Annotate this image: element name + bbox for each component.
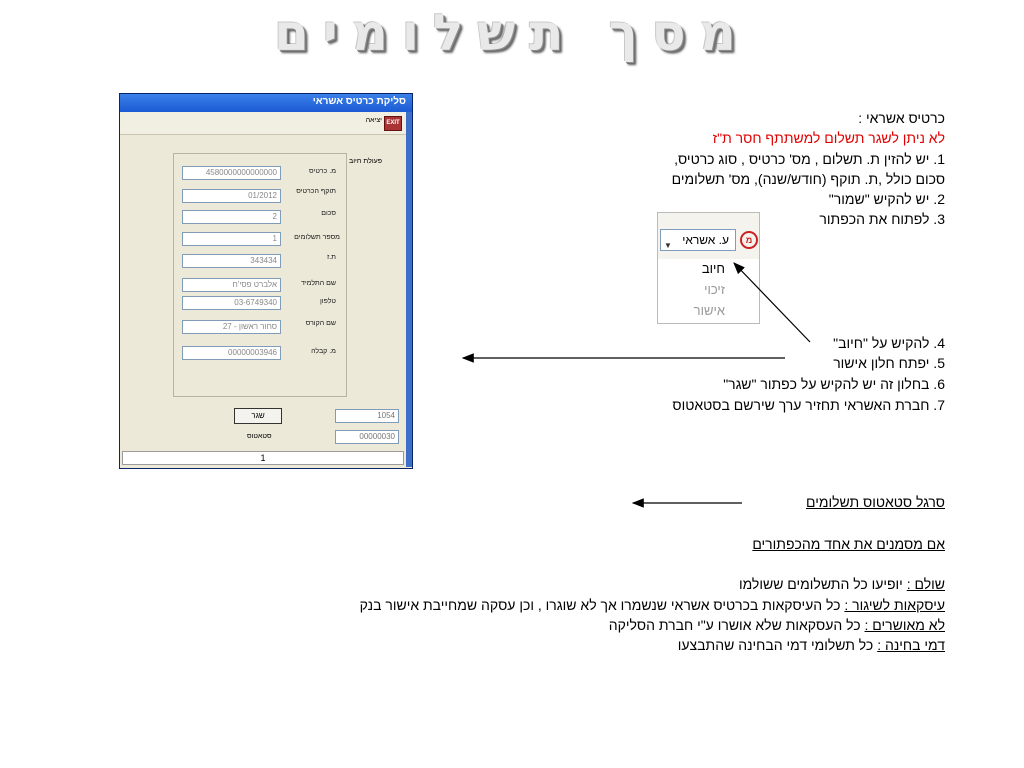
page-title: מסך תשלומים (274, 4, 750, 62)
course-name-label: שם הקורס (305, 320, 336, 327)
status-item-to-send-desc: כל העיסקאות בכרטיס אשראי שנשמרו אך לא שוגרו , וכן עסקה שמחייבת אישור בנק (359, 597, 845, 613)
card-number-field[interactable]: 4580000000000000 (182, 166, 281, 180)
instruction-step-2: 2. יש להקיש "שמור" (828, 191, 945, 207)
instruction-step-5: 5. יפתח חלון אישור (833, 355, 945, 371)
dropdown-item-credit[interactable]: זיכוי (704, 282, 725, 297)
student-name-field[interactable]: אלברט פסי'ח (182, 278, 281, 292)
chevron-down-icon: ▼ (664, 241, 672, 250)
status-field[interactable]: 00000030 (335, 430, 399, 444)
window-title: סליקת כרטיס אשראי (312, 96, 406, 107)
status-item-exam-fees-term: דמי בחינה : (877, 637, 945, 653)
status-item-unapproved-desc: כל העסקאות שלא אושרו ע"י חברת הסליקה (608, 617, 865, 633)
exit-icon: EXIT (384, 116, 402, 131)
installments-field[interactable]: 1 (182, 232, 281, 246)
phone-field[interactable]: 03-6749340 (182, 296, 281, 310)
status-item-to-send (360, 597, 945, 613)
window-statusbar: 1 (122, 451, 404, 465)
amount-field[interactable]: 2 (182, 210, 281, 224)
status-item-paid (739, 576, 945, 592)
installments-label: מספר תשלומים (294, 234, 340, 241)
instruction-step-7: 7. חברת האשראי תחזיר ערך שירשם בסטאטוס (672, 397, 945, 413)
payment-type-selected: ע. אשראי (682, 233, 729, 247)
status-label: סטאטוס (247, 433, 272, 440)
id-number-field[interactable]: 343434 (182, 254, 281, 268)
status-item-exam-fees (678, 637, 945, 653)
dropdown-item-approval[interactable]: אישור (693, 303, 725, 318)
receipt-number-field[interactable]: 00000003946 (182, 346, 281, 360)
receipt-number-label: מ. קבלה (311, 348, 336, 355)
code-field[interactable]: 1054 (335, 409, 399, 423)
card-expiry-field[interactable]: 01/2012 (182, 189, 281, 203)
instruction-step-1a: 1. יש להזין ת. תשלום , מס' כרטיס , סוג כרטיס, (674, 151, 945, 167)
exit-label: יציאה (365, 117, 382, 124)
status-item-exam-fees-desc: כל תשלומי דמי הבחינה שהתבצעו (677, 637, 878, 653)
instruction-step-6: 6. בחלון זה יש להקיש על כפתור "שגר" (723, 376, 945, 392)
instruction-step-3: 3. לפתוח את הכפתור (819, 211, 945, 227)
status-item-unapproved (609, 617, 945, 633)
charge-action-label: פעולת חיוב (349, 158, 382, 165)
status-item-to-send-term: עיסקאות לשיגור : (844, 597, 945, 613)
status-section-subheading: אם מסמנים את אחד מהכפתורים (752, 536, 945, 552)
instruction-step-4: 4. להקיש על "חיוב" (833, 335, 945, 351)
status-item-unapproved-term: לא מאושרים : (864, 617, 945, 633)
instructions-heading: כרטיס אשראי : (858, 110, 945, 126)
status-item-paid-desc: יופיעו כל התשלומים ששולמו (738, 576, 907, 592)
student-name-label: שם התלמיד (300, 280, 336, 287)
send-button[interactable]: שגר (234, 408, 282, 424)
instructions-warning: לא ניתן לשגר תשלום למשתתף חסר ת"ז (712, 130, 945, 146)
dropdown-item-charge[interactable]: חיוב (701, 261, 725, 276)
amount-label: סכום (321, 210, 336, 217)
arrow-to-charge-item (734, 263, 810, 342)
status-section-heading: סרגל סטאטוס תשלומים (805, 494, 945, 510)
course-name-field[interactable]: סחור ראשון - 27 (182, 320, 281, 334)
instruction-step-1b: סכום כולל ,ת. תוקף (חודש/שנה), מס' תשלומים (671, 171, 945, 187)
card-number-label: מ. כרטיס (309, 168, 336, 175)
card-expiry-label: תוקף הכרטיס (296, 188, 336, 195)
phone-label: טלפון (319, 298, 336, 305)
status-item-paid-term: שולם : (906, 576, 945, 592)
id-number-label: ת.ז (326, 254, 336, 261)
company-logo-icon: מ (740, 231, 758, 249)
